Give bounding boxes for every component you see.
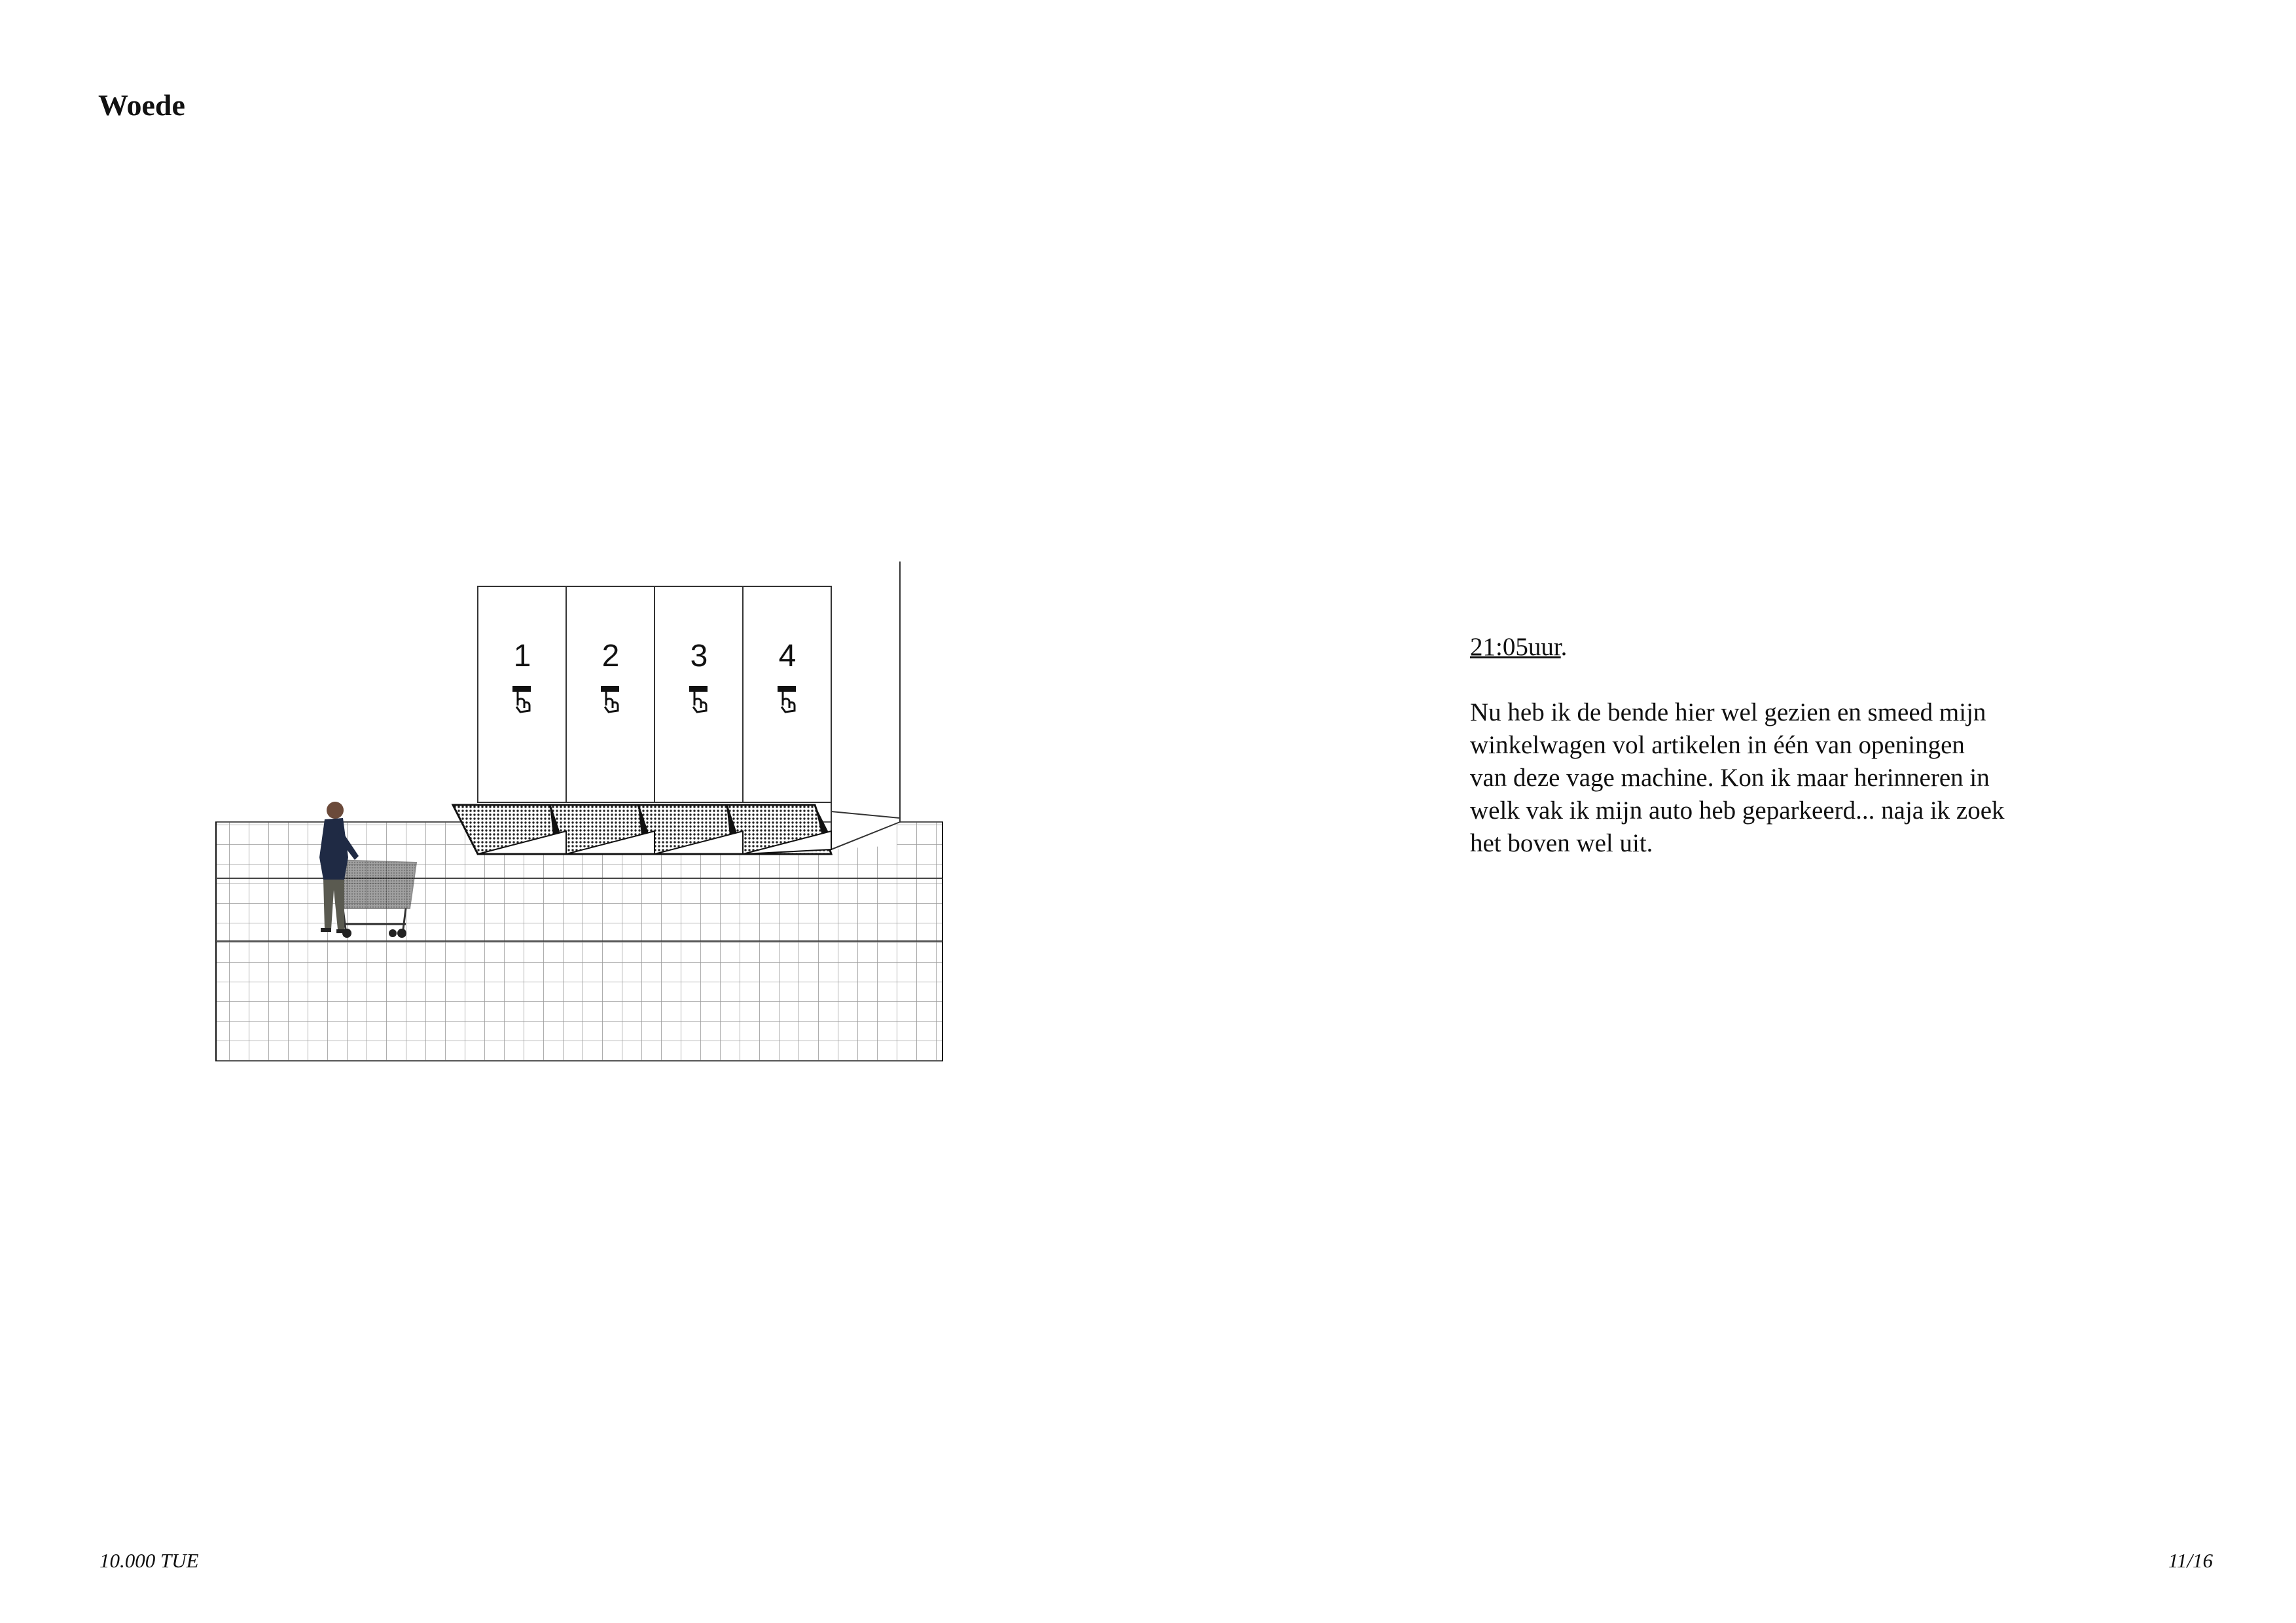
parking-machine — [453, 562, 900, 854]
bay-number-2: 2 — [601, 639, 620, 673]
bay-number-3: 3 — [690, 639, 708, 673]
page-number: 11/16 — [2168, 1549, 2213, 1572]
body-paragraph: Nu heb ik de bende hier wel gezien en smeed mijn winkelwagen vol artikelen in één van openingen van deze vage machine. Kon ik maar herinneren in welk vak ik mijn auto heb geparkeerd... naja ik zoek het boven wel uit. — [1470, 698, 2005, 857]
timestamp-suffix: . — [1560, 633, 1568, 661]
page-title: Woede — [98, 88, 185, 122]
narrative-text — [1470, 631, 2059, 860]
parking-machine-illustration — [209, 550, 949, 1067]
bay-number-1: 1 — [513, 639, 531, 673]
timestamp: 21:05uur — [1470, 633, 1561, 661]
timestamp-line — [1470, 631, 2059, 664]
footer-left: 10.000 TUE — [99, 1549, 199, 1572]
bay-number-4: 4 — [778, 639, 797, 673]
illustration-svg — [209, 550, 949, 1067]
